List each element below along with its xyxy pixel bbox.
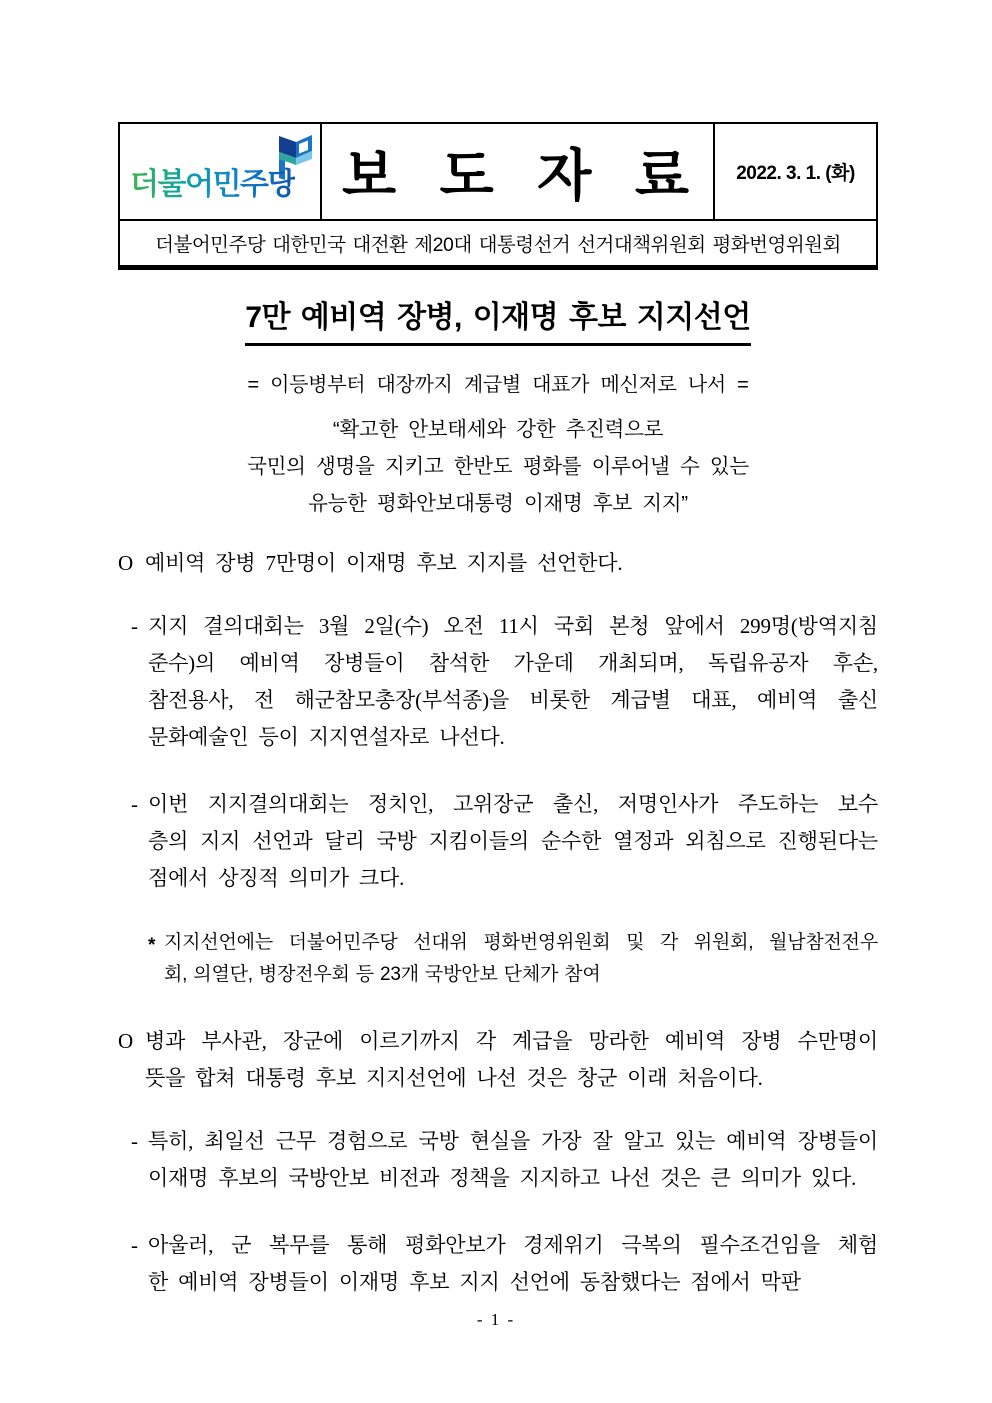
paragraph-dash	[118, 786, 878, 897]
party-logo-cell	[120, 124, 322, 219]
quote-line: 국민의 생명을 지키고 한반도 평화를 이루어낼 수 있는	[247, 455, 749, 478]
quote-line: “확고한 안보태세와 강한 추진력으로	[332, 418, 664, 441]
paragraph-marker: -	[131, 1233, 138, 1257]
quote-line: 유능한 평화안보대통령 이재명 후보 지지”	[308, 492, 688, 515]
paragraph-dash	[118, 608, 878, 756]
paragraph-dash	[118, 1123, 878, 1197]
text-line: 참전용사, 전 해군참모총장(부석종)을 비롯한 계급별 대표, 예비역 출신	[148, 688, 878, 712]
paragraph-dash	[118, 1227, 878, 1301]
text-line: 한 예비역 장병들이 이재명 후보 지지 선언에 동참했다는 점에서 막판	[148, 1270, 801, 1294]
paragraph-marker: O	[118, 551, 134, 575]
paragraph-note	[118, 927, 878, 991]
press-release-title: 보 도 자 료	[341, 143, 704, 207]
text-line: 예비역 장병 7만명이 이재명 후보 지지를 선언한다.	[145, 551, 623, 575]
header-table	[118, 122, 878, 270]
paragraph-marker: -	[131, 614, 138, 638]
headline-title-line	[118, 296, 878, 346]
text-line: 아울러, 군 복무를 통해 평화안보가 경제위기 극복의 필수조건임을 체험	[148, 1233, 878, 1257]
paragraph-circle	[118, 545, 878, 582]
text-line: 점에서 상징적 의미가 크다.	[148, 866, 405, 890]
body-paragraphs	[118, 545, 878, 1301]
release-date: 2022. 3. 1. (화)	[713, 124, 876, 219]
text-line: 이재명 후보의 국방안보 비전과 정책을 지지하고 나선 것은 큰 의미가 있다.	[148, 1166, 857, 1190]
page-number: - 1 -	[476, 1310, 516, 1329]
text-line: 특히, 최일선 근무 경험으로 국방 현실을 가장 잘 알고 있는 예비역 장병들이	[148, 1129, 878, 1153]
text-line: 병과 부사관, 장군에 이르기까지 각 계급을 망라한 예비역 장병 수만명이	[145, 1029, 878, 1053]
header-row-main	[120, 124, 876, 221]
party-logo-text: 더불어민주당	[130, 159, 295, 203]
text-line: 준수)의 예비역 장병들이 참석한 가운데 개최되며, 독립유공자 후손,	[148, 651, 878, 675]
headline-block	[118, 296, 878, 522]
headline-subtitle: = 이등병부터 대장까지 계급별 대표가 메신저로 나서 =	[247, 374, 749, 396]
paragraph-marker: -	[131, 1129, 138, 1153]
text-line: 뜻을 합쳐 대통령 후보 지지선언에 나선 것은 창군 이래 처음이다.	[145, 1066, 763, 1090]
paragraph-marker: O	[118, 1029, 134, 1053]
quote-block	[118, 411, 878, 522]
headline-title: 7만 예비역 장병, 이재명 후보 지지선언	[245, 296, 750, 346]
text-line: 이번 지지결의대회는 정치인, 고위장군 출신, 저명인사가 주도하는 보수	[148, 792, 878, 816]
text-line: 문화예술인 등이 지지연설자로 나선다.	[148, 725, 505, 749]
text-line: 회, 의열단, 병장전우회 등 23개 국방안보 단체가 참여	[164, 964, 601, 985]
paragraph-circle	[118, 1023, 878, 1097]
committee-name: 더불어민주당 대한민국 대전환 제20대 대통령선거 선거대책위원회 평화번영위원회	[155, 234, 841, 256]
text-line: 층의 지지 선언과 달리 국방 지킴이들의 순수한 열정과 외침으로 진행된다는	[148, 829, 878, 853]
paragraph-marker: -	[131, 792, 138, 816]
text-line: 지지 결의대회는 3월 2일(수) 오전 11시 국회 본청 앞에서 299명(방역지침	[148, 614, 878, 638]
paragraph-marker: *	[148, 935, 156, 956]
text-line: 지지선언에는 더불어민주당 선대위 평화번영위원회 및 각 위원회, 월남참전전우	[164, 932, 878, 953]
